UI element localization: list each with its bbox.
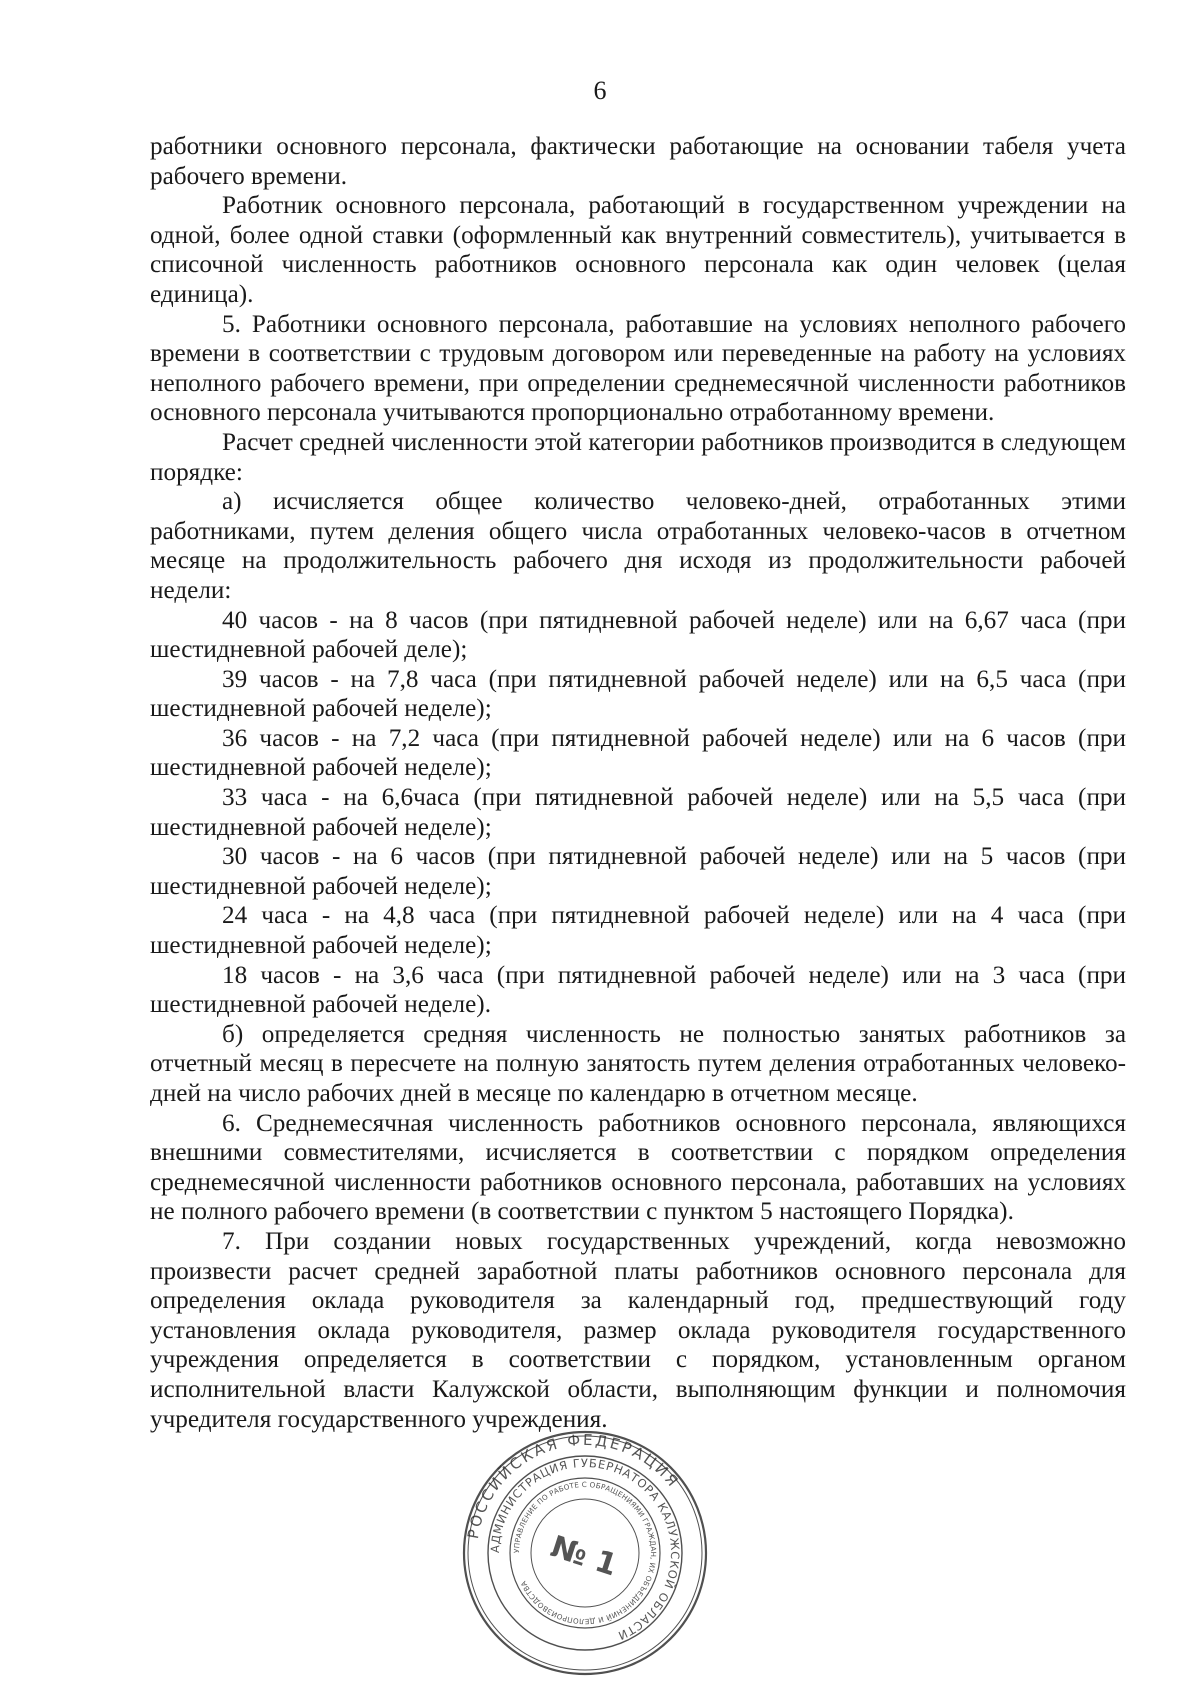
document-body xyxy=(150,132,1126,1434)
page-number: 6 xyxy=(593,76,607,105)
stamp-ring-text: АДМИНИСТРАЦИЯ ГУБЕРНАТОРА КАЛУЖСКОЙ ОБЛАСТИ xyxy=(487,1455,683,1644)
official-stamp xyxy=(460,1428,710,1678)
paragraph: 36 часов - на 7,2 часа (при пятидневной рабочей неделе) или на 6 часов (при шестидневной рабочей неделе); xyxy=(150,724,1126,782)
paragraph: 5. Работники основного персонала, работавшие на условиях неполного рабочего времени в соответствии с трудовым договором или переведенные на работу на условиях неполного рабочего времени, при определении среднемесячной численности работников основного персонала учитываются пропорционально отработанному времени. xyxy=(150,310,1126,427)
paragraph: Расчет средней численности этой категории работников производится в следующем порядке: xyxy=(150,428,1126,486)
paragraph: а) исчисляется общее количество человеко-дней, отработанных этими работниками, путем деления общего числа отработанных человеко-часов в отчетном месяце на продолжительность рабочего дня исходя из продолжительности рабочей недели: xyxy=(150,488,1126,604)
stamp-number: № 1 xyxy=(546,1529,622,1584)
paragraph: 6. Среднемесячная численность работников основного персонала, являющихся внешними совместителями, исчисляется в соответствии с порядком определения среднемесячной численности работников основного персонала, работавших на условиях не полного рабочего времени (в соответствии с пунктом 5 настоящего Порядка). xyxy=(150,1109,1126,1226)
paragraph: 40 часов - на 8 часов (при пятидневной рабочей неделе) или на 6,67 часа (при шестидневной рабочей деле); xyxy=(150,606,1126,664)
paragraph: Работник основного персонала, работающий в государственном учреждении на одной, более одной ставки (оформленный как внутренний совместитель), учитывается в списочной численность работников основного персонала как один человек (целая единица). xyxy=(150,192,1126,308)
paragraph: 30 часов - на 6 часов (при пятидневной рабочей неделе) или на 5 часов (при шестидневной рабочей неделе); xyxy=(150,843,1126,900)
paragraph: работники основного персонала, фактически работающие на основании табеля учета рабочего времени. xyxy=(150,133,1126,190)
paragraph: 24 часа - на 4,8 часа (при пятидневной рабочей неделе) или на 4 часа (при шестидневной рабочей неделе); xyxy=(150,902,1126,960)
stamp-outer-text: РОССИЙСКАЯ ФЕДЕРАЦИЯ xyxy=(463,1430,684,1541)
paragraph: б) определяется средняя численность не полностью занятых работников за отчетный месяц в пересчете на полную занятость путем деления отработанных человеко-дней на число рабочих дней в месяце по календарю в отчетном месяце. xyxy=(150,1020,1126,1107)
stamp-inner-text: УПРАВЛЕНИЕ ПО РАБОТЕ С ОБРАЩЕНИЯМИ ГРАЖДАН, ИХ ОБЪЕДИНЕНИЙ И ДЕЛОПРОИЗВОДСТВА xyxy=(511,1479,659,1627)
paragraph: 33 часа - на 6,6часа (при пятидневной рабочей неделе) или на 5,5 часа (при шестидневной рабочей неделе); xyxy=(150,784,1126,841)
paragraph: 7. При создании новых государственных учреждений, когда невозможно произвести расчет средней заработной платы работников основного персонала для определения оклада руководителя за календарный год, предшествующий году установления оклада руководителя, размер оклада руководителя государственного учреждения определяется в соответствии с порядком, установленным органом исполнительной власти Калужской области, выполняющим функции и полномочия учредителя государственного учреждения. xyxy=(150,1227,1126,1433)
paragraph: 18 часов - на 3,6 часа (при пятидневной рабочей неделе) или на 3 часа (при шестидневной рабочей неделе). xyxy=(150,961,1126,1019)
paragraph: 39 часов - на 7,8 часа (при пятидневной рабочей неделе) или на 6,5 часа (при шестидневной рабочей неделе); xyxy=(150,665,1126,723)
stamp-seal-icon xyxy=(460,1428,710,1678)
